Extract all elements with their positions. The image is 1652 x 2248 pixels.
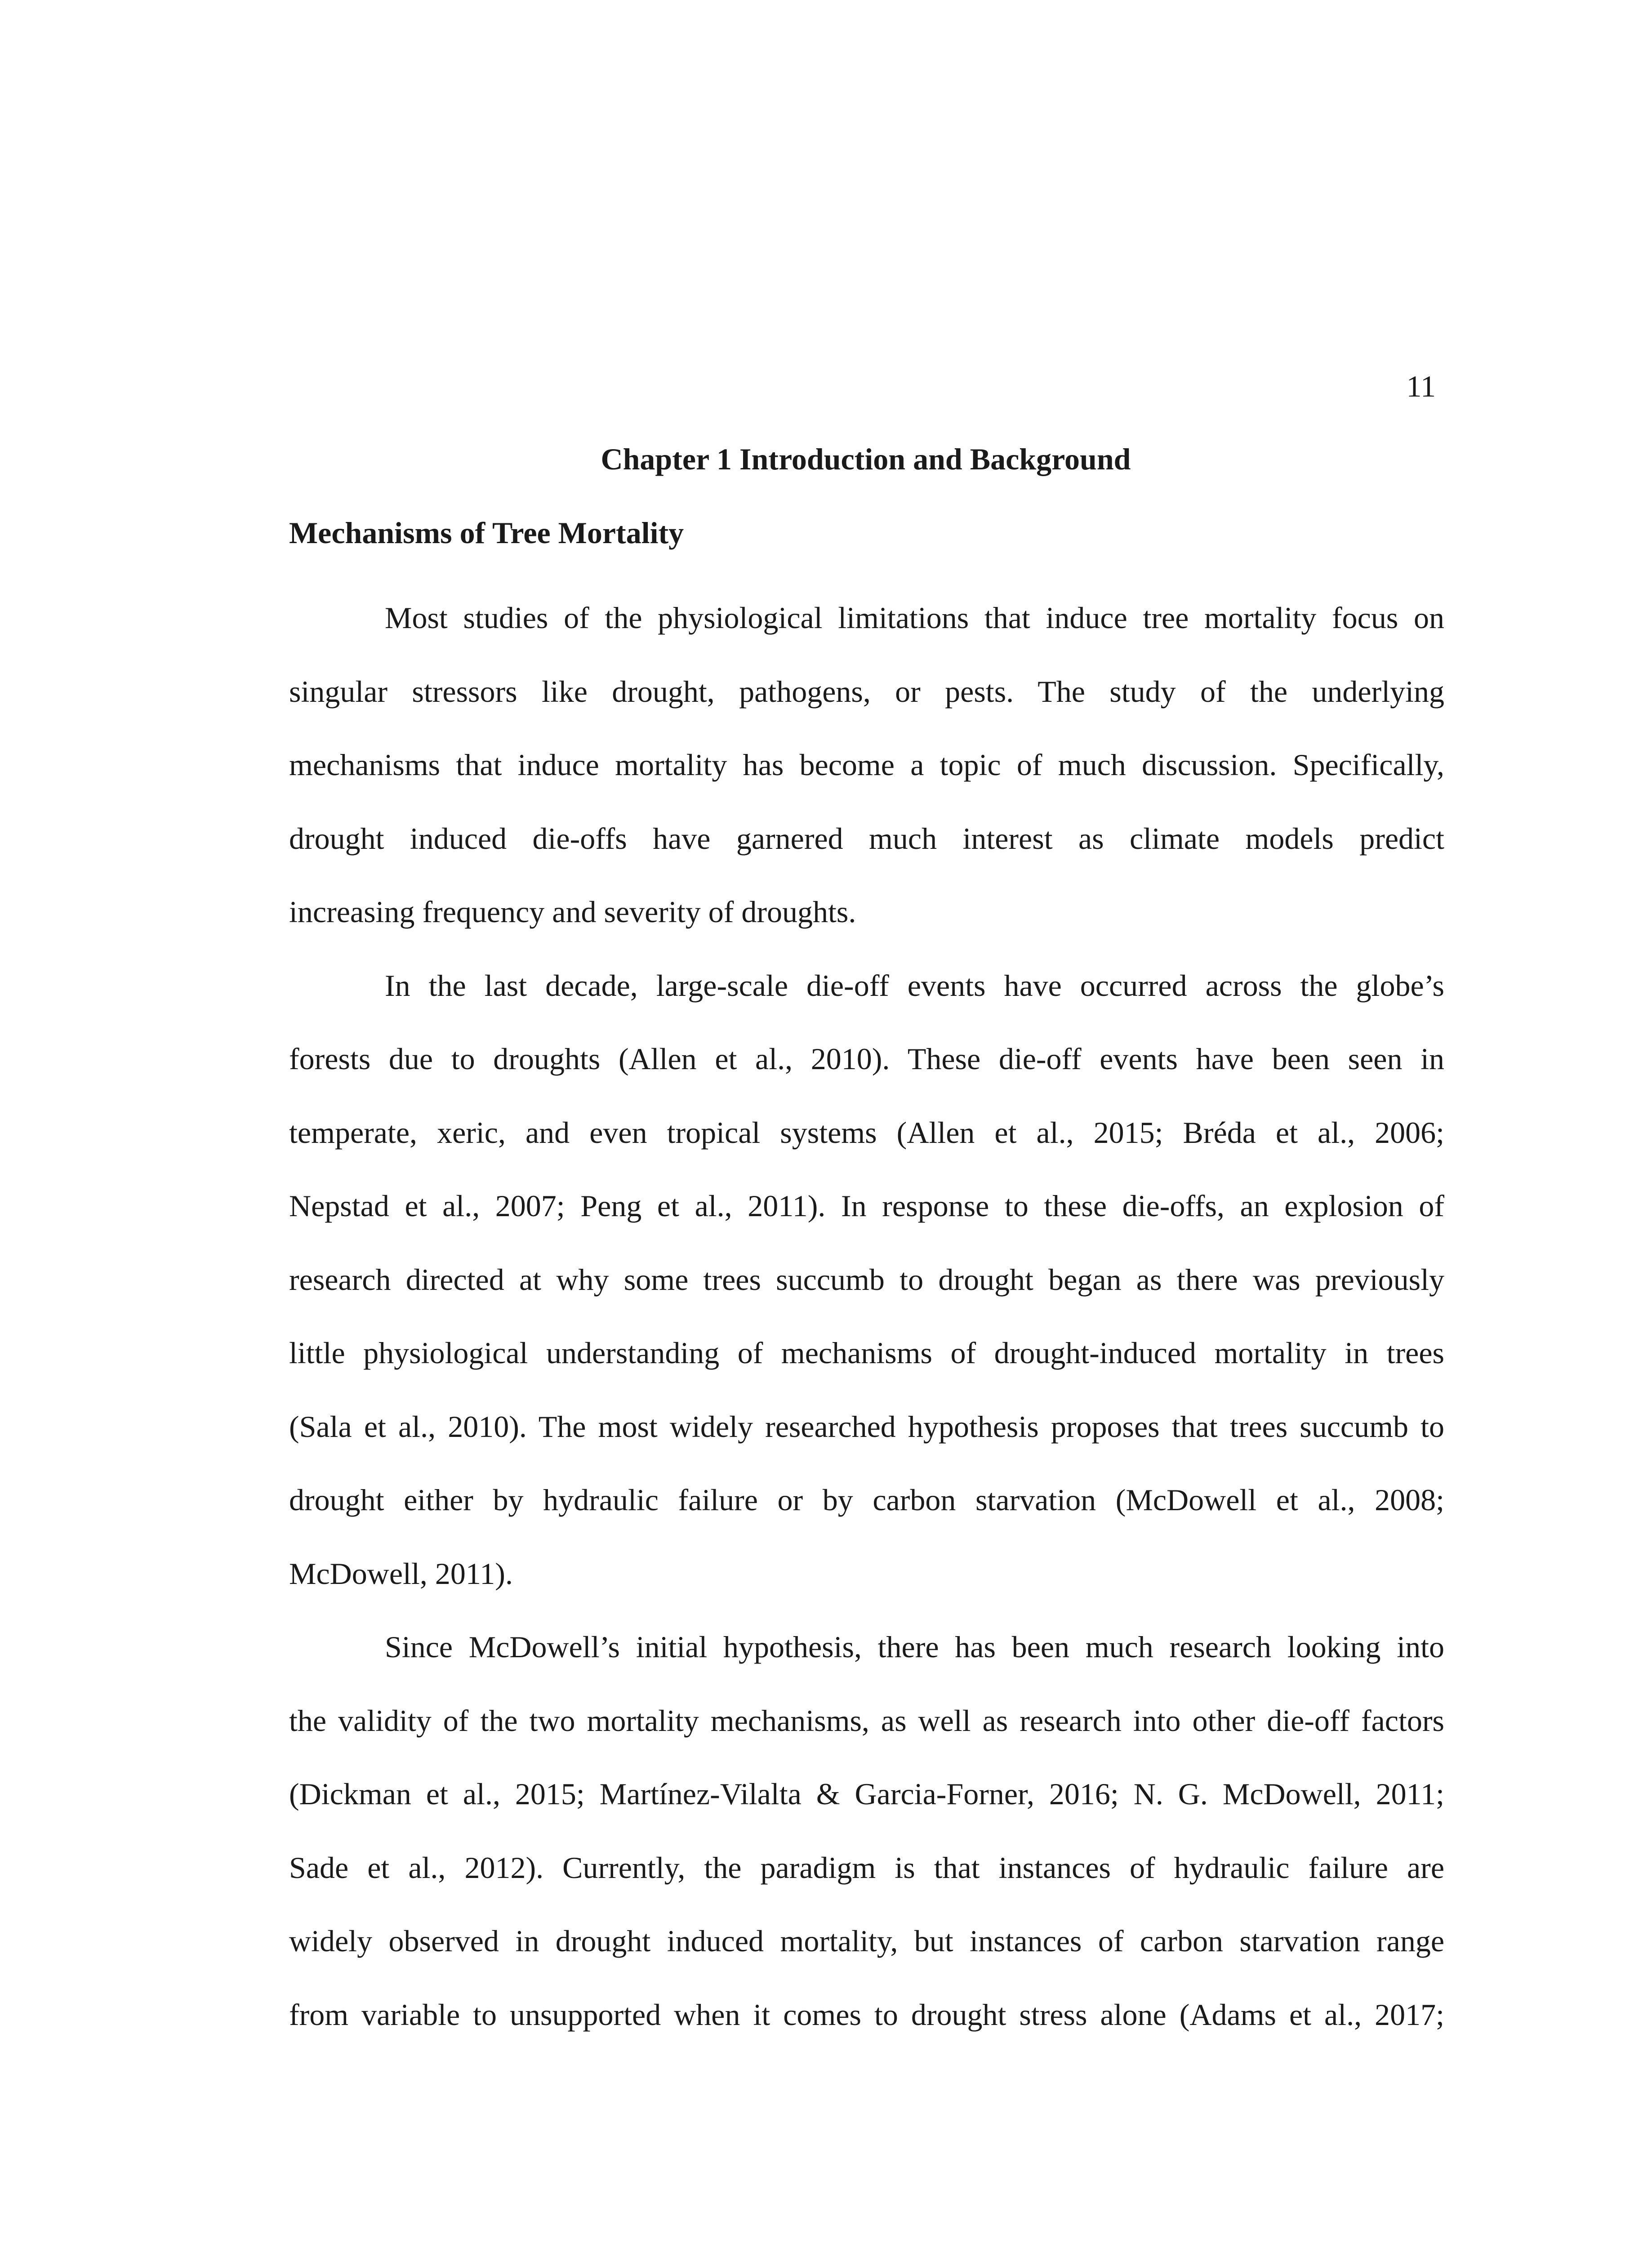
text-line: (Sala et al., 2010). The most widely researched hypothesis proposes that trees succumb to: [289, 1409, 1444, 1444]
text-line: singular stressors like drought, pathogens, or pests. The study of the underlying: [289, 674, 1444, 709]
text-line: McDowell, 2011).: [289, 1556, 513, 1591]
text-line: Most studies of the physiological limitations that induce tree mortality focus on: [385, 601, 1444, 635]
paragraph-2: [289, 949, 1444, 1611]
text-line: the validity of the two mortality mechanisms, as well as research into other die-off factors: [289, 1703, 1444, 1738]
text-line: widely observed in drought induced mortality, but instances of carbon starvation range: [289, 1924, 1444, 1958]
text-line: increasing frequency and severity of droughts.: [289, 895, 856, 929]
text-line: drought either by hydraulic failure or by carbon starvation (McDowell et al., 2008;: [289, 1483, 1444, 1517]
text-line: research directed at why some trees succumb to drought began as there was previously: [289, 1262, 1444, 1297]
text-line: from variable to unsupported when it comes to drought stress alone (Adams et al., 2017;: [289, 1997, 1444, 2032]
text-line: drought induced die-offs have garnered much interest as climate models predict: [289, 821, 1444, 856]
text-line: mechanisms that induce mortality has become a topic of much discussion. Specifically,: [289, 748, 1444, 782]
text-line: temperate, xeric, and even tropical systems (Allen et al., 2015; Bréda et al., 2006;: [289, 1115, 1444, 1150]
chapter-title: Chapter 1 Introduction and Background: [601, 442, 1131, 476]
text-line: Nepstad et al., 2007; Peng et al., 2011). In response to these die-offs, an explosion of: [289, 1189, 1444, 1223]
text-line: Since McDowell’s initial hypothesis, there has been much research looking into: [385, 1630, 1444, 1664]
text-line: (Dickman et al., 2015; Martínez-Vilalta & Garcia-Forner, 2016; N. G. McDowell, 2011;: [289, 1777, 1444, 1811]
text-line: little physiological understanding of mechanisms of drought-induced mortality in trees: [289, 1336, 1444, 1370]
text-line: Sade et al., 2012). Currently, the paradigm is that instances of hydraulic failure are: [289, 1850, 1444, 1885]
text-line: forests due to droughts (Allen et al., 2010). These die-off events have been seen in: [289, 1042, 1444, 1076]
paragraph-1: [289, 581, 1444, 949]
page-number: 11: [1406, 369, 1436, 403]
section-heading: Mechanisms of Tree Mortality: [289, 516, 684, 550]
body-text: [289, 581, 1444, 2052]
paragraph-3: [289, 1610, 1444, 2052]
text-line: In the last decade, large-scale die-off events have occurred across the globe’s: [385, 968, 1444, 1003]
